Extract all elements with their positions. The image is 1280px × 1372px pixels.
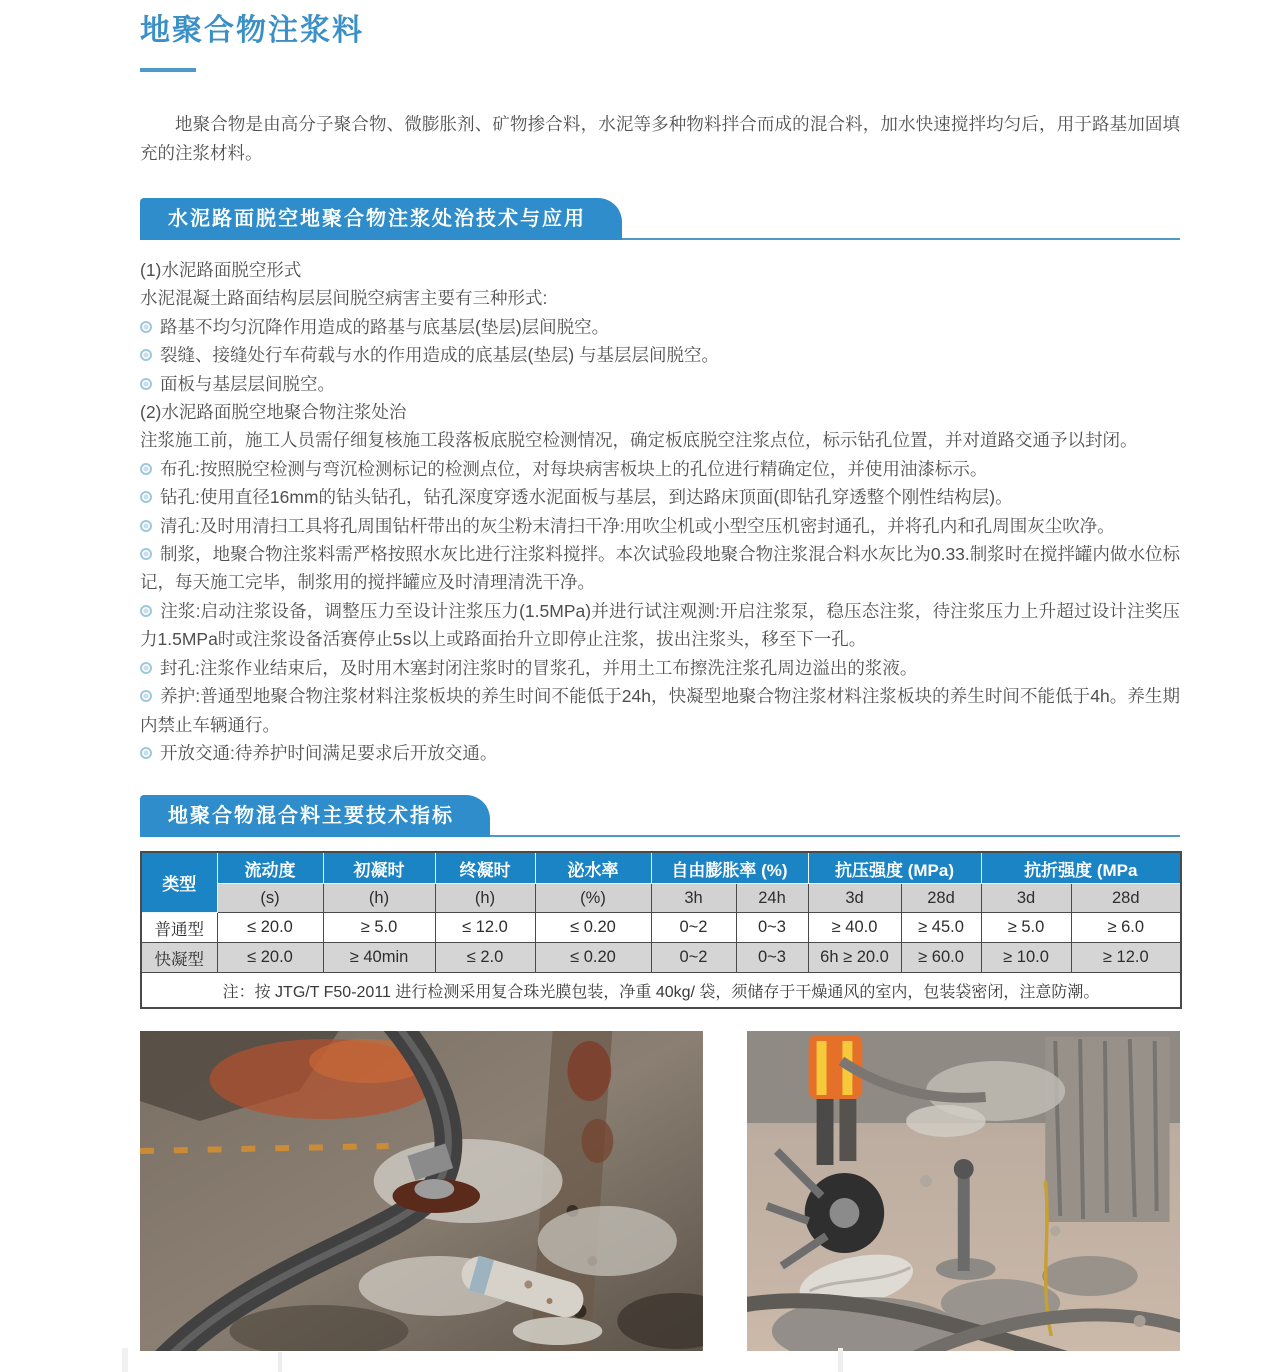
bullet-line: 裂缝、接缝处行车荷载与水的作用造成的底基层(垫层) 与基层层间脱空。 xyxy=(140,341,1180,369)
photo-gap xyxy=(703,1031,747,1351)
unit-cell: 3d xyxy=(808,884,901,913)
unit-cell: (h) xyxy=(323,884,435,913)
unit-cell: (s) xyxy=(217,884,323,913)
bullet-line: 开放交通:待养护时间满足要求后开放交通。 xyxy=(140,739,1180,767)
header-expansion: 自由膨胀率 (%) xyxy=(651,852,808,884)
section1-body xyxy=(140,256,1180,767)
header-fluidity: 流动度 xyxy=(217,852,323,884)
worksite-photo xyxy=(747,1031,1181,1351)
table-note: 注：按 JTG/T F50-2011 进行检测采用复合珠光膜包装，净重 40kg/ 袋，须储存于干燥通风的室内，包装袋密闭，注意防潮。 xyxy=(141,973,1181,1009)
title-underline-decoration xyxy=(140,68,196,72)
header-flexural: 抗折强度 (MPa xyxy=(981,852,1181,884)
value-cell: 0~3 xyxy=(736,913,808,943)
value-cell: ≤ 20.0 xyxy=(217,943,323,973)
spec-table xyxy=(140,851,1182,1009)
bullet-line: 养护:普通型地聚合物注浆材料注浆板块的养生时间不能低于24h，快凝型地聚合物注浆材料注浆板块的养生时间不能低于4h。养生期内禁止车辆通行。 xyxy=(140,686,1180,735)
page-edge-smudge xyxy=(278,1352,282,1372)
worksite-photo-art xyxy=(747,1031,1181,1351)
header-initial-set: 初凝时 xyxy=(323,852,435,884)
value-cell: ≥ 60.0 xyxy=(901,943,981,973)
text-line: (1)水泥路面脱空形式 xyxy=(140,260,302,280)
value-cell: ≤ 0.20 xyxy=(535,913,651,943)
ring-bullet-icon xyxy=(140,605,152,617)
value-cell: ≥ 5.0 xyxy=(981,913,1071,943)
ring-bullet-icon xyxy=(140,747,152,759)
ring-bullet-icon xyxy=(140,548,152,560)
bullet-line: 注浆:启动注浆设备，调整压力至设计注浆压力(1.5MPa)并进行试注观测:开启注浆泵，稳压态注浆，待注浆压力上升超过设计注奖压力1.5MPa时或注浆设备活赛停止5s以上或路面抬升立即停止注浆，拔出注浆头，移至下一孔。 xyxy=(140,600,1180,650)
header-compressive: 抗压强度 (MPa) xyxy=(808,852,981,884)
bullet-line: 布孔:按照脱空检测与弯沉检测标记的检测点位，对每块病害板块上的孔位进行精确定位，并使用油漆标示。 xyxy=(140,455,1180,483)
ring-bullet-icon xyxy=(140,463,152,475)
value-cell: 6h ≥ 20.0 xyxy=(808,943,901,973)
bullet-line: 制浆，地聚合物注浆料需严格按照水灰比进行注浆料搅拌。本次试验段地聚合物注浆混合料水灰比为0.33.制浆时在搅拌罐内做水位标记，每天施工完毕，制浆用的搅拌罐应及时清理清洗干净。 xyxy=(140,544,1180,593)
bullet-line: 路基不均匀沉降作用造成的路基与底基层(垫层)层间脱空。 xyxy=(140,313,1180,341)
ring-bullet-icon xyxy=(140,321,152,333)
page-edge-smudge xyxy=(838,1348,843,1372)
unit-cell: (%) xyxy=(535,884,651,913)
value-cell: ≥ 5.0 xyxy=(323,913,435,943)
value-cell: 0~2 xyxy=(651,943,736,973)
page-content xyxy=(140,0,1180,1351)
page-title: 地聚合物注浆料 xyxy=(140,14,364,47)
value-cell: 0~2 xyxy=(651,913,736,943)
value-cell: ≥ 45.0 xyxy=(901,913,981,943)
unit-cell: 28d xyxy=(1071,884,1181,913)
value-cell: ≥ 6.0 xyxy=(1071,913,1181,943)
value-cell: ≤ 2.0 xyxy=(435,943,535,973)
ring-bullet-icon xyxy=(140,378,152,390)
value-cell: ≤ 0.20 xyxy=(535,943,651,973)
text-line: (2)水泥路面脱空地聚合物注浆处治 xyxy=(140,402,407,423)
value-cell: ≤ 12.0 xyxy=(435,913,535,943)
section2-banner: 地聚合物混合料主要技术指标 xyxy=(140,795,490,837)
unit-cell: 24h xyxy=(736,884,808,913)
section1-banner: 水泥路面脱空地聚合物注浆处治技术与应用 xyxy=(140,198,622,240)
text-line: 水泥混凝土路面结构层层间脱空病害主要有三种形式: xyxy=(140,288,548,309)
ring-bullet-icon xyxy=(140,520,152,532)
table-note-row xyxy=(141,973,1181,1009)
ring-bullet-icon xyxy=(140,690,152,702)
section2-banner-row xyxy=(140,795,1180,837)
grouting-hose-photo-art xyxy=(140,1031,703,1351)
unit-cell: (h) xyxy=(435,884,535,913)
unit-cell: 28d xyxy=(901,884,981,913)
header-type: 类型 xyxy=(141,852,217,913)
ring-bullet-icon xyxy=(140,349,152,361)
header-final-set: 终凝时 xyxy=(435,852,535,884)
photo-strip xyxy=(140,1031,1180,1351)
unit-cell: 3d xyxy=(981,884,1071,913)
ring-bullet-icon xyxy=(140,662,152,674)
value-cell: ≥ 12.0 xyxy=(1071,943,1181,973)
grouting-hose-photo xyxy=(140,1031,703,1351)
value-cell: ≥ 10.0 xyxy=(981,943,1071,973)
bullet-line: 面板与基层层间脱空。 xyxy=(140,370,1180,398)
section1-banner-row xyxy=(140,198,1180,240)
bullet-line: 封孔:注浆作业结束后，及时用木塞封闭注浆时的冒浆孔，并用土工布擦洗注浆孔周边溢出的浆液。 xyxy=(140,654,1180,682)
intro-paragraph: 地聚合物是由高分子聚合物、微膨胀剂、矿物掺合料，水泥等多种物料拌合而成的混合料，加水快速搅拌均匀后，用于路基加固填充的注浆材料。 xyxy=(140,114,1180,163)
unit-cell: 3h xyxy=(651,884,736,913)
value-cell: ≥ 40min xyxy=(323,943,435,973)
value-cell: ≥ 40.0 xyxy=(808,913,901,943)
table-row xyxy=(141,943,1181,973)
bullet-line: 清孔:及时用清扫工具将孔周围钻杆带出的灰尘粉末清扫干净:用吹尘机或小型空压机密封通孔，并将孔内和孔周围灰尘吹净。 xyxy=(140,512,1180,540)
row-type-cell: 快凝型 xyxy=(141,943,217,973)
row-type-cell: 普通型 xyxy=(141,913,217,943)
text-line: 注浆施工前，施工人员需仔细复核施工段落板底脱空检测情况，确定板底脱空注浆点位，标示钻孔位置，并对道路交通予以封闭。 xyxy=(140,430,1138,451)
bullet-line: 钻孔:使用直径16mm的钻头钻孔，钻孔深度穿透水泥面板与基层，到达路床顶面(即钻孔穿透整个刚性结构层)。 xyxy=(140,483,1180,511)
value-cell: 0~3 xyxy=(736,943,808,973)
header-bleeding: 泌水率 xyxy=(535,852,651,884)
page-edge-smudge xyxy=(122,1348,128,1372)
table-row xyxy=(141,913,1181,943)
table-units-row xyxy=(141,884,1181,913)
ring-bullet-icon xyxy=(140,491,152,503)
table-header-row xyxy=(141,852,1181,884)
value-cell: ≤ 20.0 xyxy=(217,913,323,943)
